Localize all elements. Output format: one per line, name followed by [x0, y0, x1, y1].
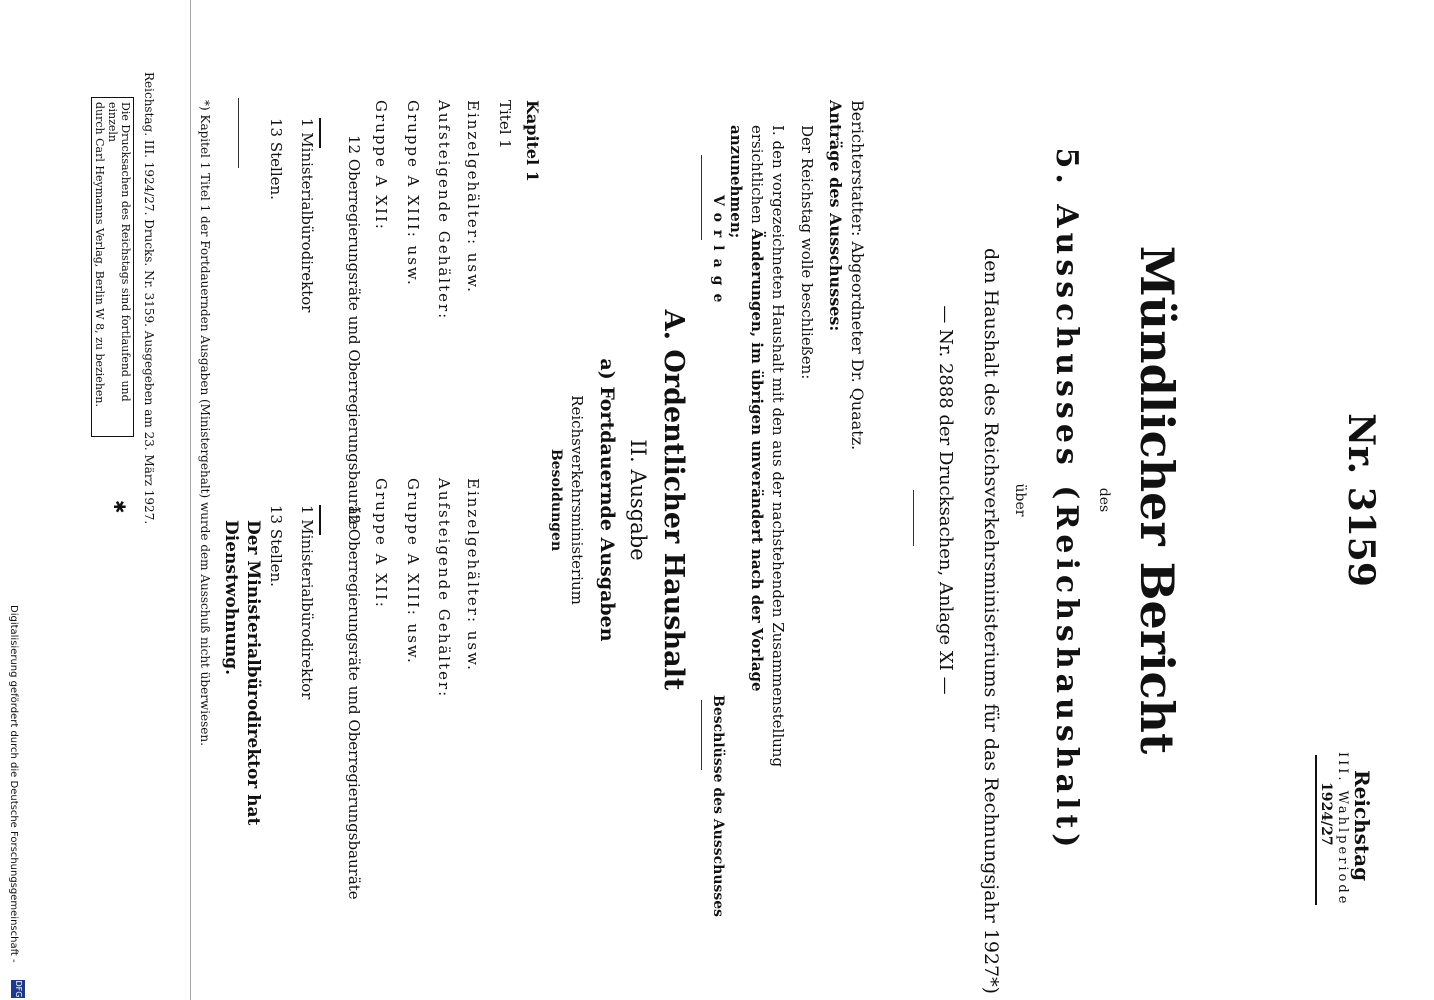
publisher-box-line-1: Die Drucksachen des Reichstags sind fortlaufend und einzeln [106, 102, 132, 402]
column-heading-vorlage: Vorlage [710, 195, 726, 311]
right-dienstwohnung-note: Der Ministerialbürodirektor hat Dienstwohnung. [221, 520, 263, 826]
kapitel-label: Kapitel 1 [523, 100, 542, 182]
wahlperiode-label: III. Wahlperiode [1335, 752, 1350, 907]
motion-number: I. [769, 125, 787, 136]
section-heading: A. Ordentlicher Haushalt [658, 309, 689, 691]
ministry-heading: Reichsverkehrsministerium [568, 395, 586, 605]
left-einzelgehaelter: Einzelgehälter: usw. [464, 100, 482, 294]
publisher-box-line-2: durch Carl Heymanns Verlag, Berlin W 8, zu beziehen. [93, 102, 106, 407]
divider [913, 490, 914, 546]
subsection-heading: a) Fortdauernde Ausgaben [596, 358, 618, 642]
left-aufsteigende-gehaelter: Aufsteigende Gehälter: [435, 100, 453, 321]
header-rule [1315, 755, 1317, 905]
column-heading-rule [701, 700, 702, 770]
motion-item-1 [725, 125, 788, 773]
right-aufsteigende-gehaelter: Aufsteigende Gehälter: [435, 478, 453, 699]
document-number: Nr. 3159 [1340, 413, 1382, 587]
antraege-heading: Anträge des Ausschusses: [826, 100, 845, 332]
page-rule [190, 0, 191, 1000]
motion-text-bold: Änderungen, im übrigen unverändert nach der Vorlage anzunehmen; [727, 125, 766, 692]
left-sum-rule [319, 118, 321, 148]
footnote-rule [238, 98, 239, 168]
titel-label: Titel 1 [496, 100, 514, 149]
right-ministerialbuerodirektor: 1 Ministerialbürodirektor [298, 505, 316, 700]
right-sum-rule [319, 505, 321, 535]
right-stellen: 13 Stellen. [267, 505, 285, 587]
besoldungen-heading: Besoldungen [548, 448, 564, 552]
drucksachen-reference: — Nr. 2888 der Drucksachen, Anlage XI — [935, 305, 956, 695]
ueber-word: über [1012, 483, 1028, 517]
reichstag-label: Reichstag [1350, 770, 1374, 882]
print-mark: ✱ [110, 500, 129, 514]
left-gruppe-a12: Gruppe A XII: [372, 100, 390, 231]
des-word: des [1096, 487, 1112, 513]
publisher-box [91, 97, 134, 437]
digitization-note: Digitalisierung gefördert durch die Deutsche Forschungsgemeinschaft - [8, 605, 19, 963]
committee-name: 5. Ausschusses (Reichshaushalt) [1049, 147, 1084, 853]
left-stellen: 13 Stellen. [267, 118, 285, 200]
column-heading-rule [701, 155, 702, 240]
report-subject: den Haushalt des Reichsverkehrsministeriums für das Rechnungsjahr 1927*) [980, 248, 1002, 995]
right-oberregierungsraete: 12 Oberregierungsräte und Oberregierungsbauräte [345, 505, 363, 900]
motion-text: den vorgezeichneten Haushalt mit den aus der nachstehenden Zusammenstellung ersichtlichen [748, 125, 787, 768]
left-gruppe-a13: Gruppe A XIII: usw. [404, 100, 422, 287]
berichterstatter: Berichterstatter: Abgeordneter Dr. Quaatz. [848, 100, 867, 451]
beschliessen-line: Der Reichstag wolle beschließen: [798, 125, 816, 380]
footer-line: Reichstag. III. 1924/27. Drucks. Nr. 3159. Ausgegeben am 23. März 1927. [142, 72, 156, 525]
left-oberregierungsraete: 12 Oberregierungsräte und Oberregierungsbauräte [345, 135, 363, 530]
column-heading-beschluesse: Beschlüsse des Ausschusses [710, 695, 726, 918]
subsection-heading: II. Ausgabe [626, 439, 650, 561]
period-label: 1924/27 [1318, 782, 1334, 846]
left-ministerialbuerodirektor: 1 Ministerialbürodirektor [298, 118, 316, 313]
right-einzelgehaelter: Einzelgehälter: usw. [464, 478, 482, 672]
right-gruppe-a13: Gruppe A XIII: usw. [404, 478, 422, 665]
right-gruppe-a12: Gruppe A XII: [372, 478, 390, 609]
report-title: Mündlicher Bericht [1130, 245, 1184, 755]
footnote: *) Kapitel 1 Titel 1 der Fortdauernden Ausgaben (Ministergehalt) wurde dem Ausschuß nicht überwiesen. [198, 100, 212, 746]
dfg-logo: DFG [11, 980, 25, 998]
